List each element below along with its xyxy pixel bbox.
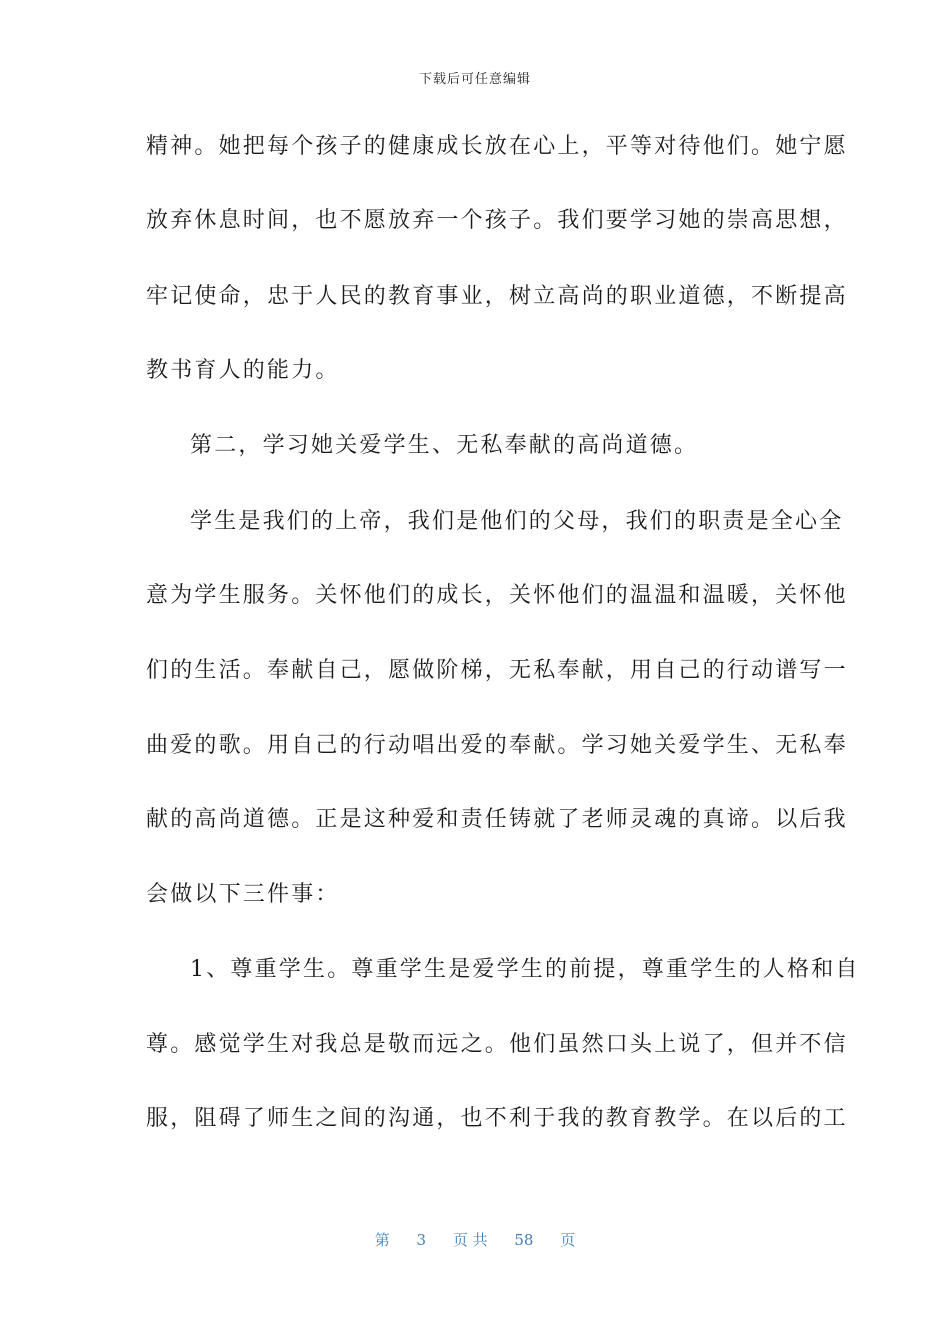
text-line: 放弃休息时间，也不愿放弃一个孩子。我们要学习她的崇高思想，: [146, 208, 848, 233]
text-line: 牢记使命，忠于人民的教育事业，树立高尚的职业道德，不断提高: [146, 284, 848, 309]
page-header: 下载后可任意编辑: [418, 72, 531, 87]
footer-middle: 页 共: [452, 1231, 488, 1249]
paragraph-heading: 第二，学习她关爱学生、无私奉献的高尚道德。: [190, 433, 699, 458]
text-line: 曲爱的歌。用自己的行动唱出爱的奉献。学习她关爱学生、无私奉: [146, 733, 848, 758]
footer-page-number: 3: [416, 1231, 427, 1249]
text-line: 尊。感觉学生对我总是敬而远之。他们虽然口头上说了，但并不信: [146, 1032, 848, 1057]
text-line: 意为学生服务。关怀他们的成长，关怀他们的温温和温暖，关怀他: [146, 583, 848, 608]
text-line: 学生是我们的上帝，我们是他们的父母，我们的职责是全心全: [190, 509, 844, 534]
text-line: 献的高尚道德。正是这种爱和责任铸就了老师灵魂的真谛。以后我: [146, 807, 848, 832]
footer-total-pages: 58: [514, 1231, 534, 1249]
footer-suffix: 页: [560, 1231, 576, 1249]
text-line: 精神。她把每个孩子的健康成长放在心上，平等对待他们。她宁愿: [146, 134, 848, 159]
page-footer: [0, 1229, 950, 1250]
text-line: 服，阻碍了师生之间的沟通，也不利于我的教育教学。在以后的工: [146, 1106, 848, 1131]
text-line: 教书育人的能力。: [146, 358, 340, 383]
text-line: 们的生活。奉献自己，愿做阶梯，无私奉献，用自己的行动谱写一: [146, 658, 848, 683]
footer-prefix: 第: [374, 1231, 390, 1249]
text-line: 1、尊重学生。尊重学生是爱学生的前提，尊重学生的人格和自: [190, 957, 860, 982]
text-line: 会做以下三件事：: [146, 882, 340, 907]
